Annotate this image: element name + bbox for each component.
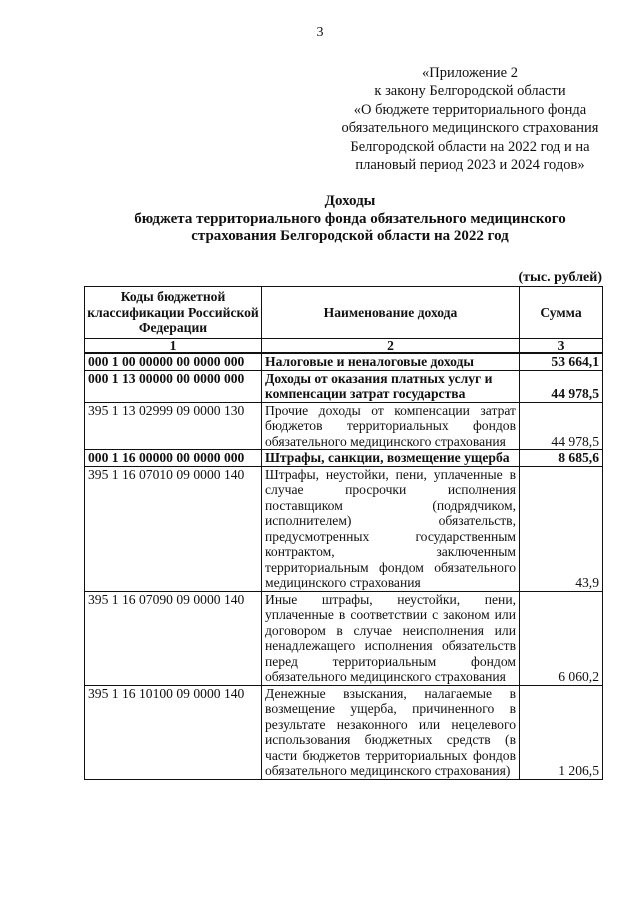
- row-sum: 53 664,1: [520, 353, 603, 370]
- row-name: Денежные взыскания, налагаемые в возмещение ущерба, причиненного в результате незаконного или нецелевого использования бюджетных средств (в части бюджетов территориальных фондов обязательного медицинского страхования): [262, 685, 520, 779]
- table-row: [85, 353, 603, 370]
- column-number: 2: [262, 339, 520, 354]
- row-sum: 44 978,5: [520, 402, 603, 450]
- row-sum: 1 206,5: [520, 685, 603, 779]
- row-name: Штрафы, санкции, возмещение ущерба: [262, 450, 520, 467]
- table-row: [85, 685, 603, 779]
- row-sum: 44 978,5: [520, 370, 603, 402]
- row-name: Прочие доходы от компенсации затрат бюджетов территориальных фондов обязательного медицинского страхования: [262, 402, 520, 450]
- units-label: (тыс. рублей): [518, 270, 602, 285]
- appendix-line: плановый период 2023 и 2024 годов»: [355, 157, 585, 174]
- table-row: [85, 466, 603, 591]
- title-line: Доходы: [324, 193, 376, 209]
- page-number: 3: [316, 25, 324, 40]
- appendix-line: к закону Белгородской области: [374, 83, 566, 100]
- column-number-row: [85, 339, 603, 354]
- title-line: страхования Белгородской области на 2022 год: [191, 228, 509, 244]
- table-header-row: [85, 287, 603, 339]
- row-name: Доходы от оказания платных услуг и компенсации затрат государства: [262, 370, 520, 402]
- table-row: [85, 370, 603, 402]
- appendix-block: [330, 64, 610, 174]
- appendix-line: обязательного медицинского страхования: [341, 120, 599, 137]
- title-line: бюджета территориального фонда обязательного медицинского: [134, 210, 566, 227]
- row-name: Иные штрафы, неустойки, пени, уплаченные в соответствии с законом или договором в случае неисполнения или ненадлежащего исполнения обязательств перед территориальным фондом обязательного медицинского страхования: [262, 591, 520, 685]
- row-code: 395 1 16 10100 09 0000 140: [85, 685, 262, 779]
- row-name: Штрафы, неустойки, пени, уплаченные в случае просрочки исполнения поставщиком (подрядчиком, исполнителем) обязательств, предусмотренных государственным контрактом, заключенным территориальным фондом обязательного медицинского страхования: [262, 466, 520, 591]
- row-sum: 8 685,6: [520, 450, 603, 467]
- column-number: 1: [85, 339, 262, 354]
- row-code: 000 1 13 00000 00 0000 000: [85, 370, 262, 402]
- header-name: Наименование дохода: [262, 287, 520, 339]
- row-name: Налоговые и неналоговые доходы: [262, 353, 520, 370]
- row-code: 000 1 16 00000 00 0000 000: [85, 450, 262, 467]
- table-row: [85, 450, 603, 467]
- row-code: 395 1 16 07010 09 0000 140: [85, 466, 262, 591]
- row-code: 395 1 13 02999 09 0000 130: [85, 402, 262, 450]
- appendix-line: «О бюджете территориального фонда: [353, 101, 587, 118]
- table-row: [85, 402, 603, 450]
- table-row: [85, 591, 603, 685]
- appendix-line: Белгородской области на 2022 год и на: [350, 138, 590, 155]
- row-code: 000 1 00 00000 00 0000 000: [85, 353, 262, 370]
- header-code: Коды бюджетной классификации Российской Федерации: [85, 287, 262, 339]
- header-sum: Сумма: [520, 287, 603, 339]
- row-sum: 6 060,2: [520, 591, 603, 685]
- appendix-line: «Приложение 2: [422, 65, 518, 81]
- column-number: 3: [520, 339, 603, 354]
- row-code: 395 1 16 07090 09 0000 140: [85, 591, 262, 685]
- document-title: [60, 193, 640, 246]
- row-sum: 43,9: [520, 466, 603, 591]
- income-table: [84, 286, 603, 780]
